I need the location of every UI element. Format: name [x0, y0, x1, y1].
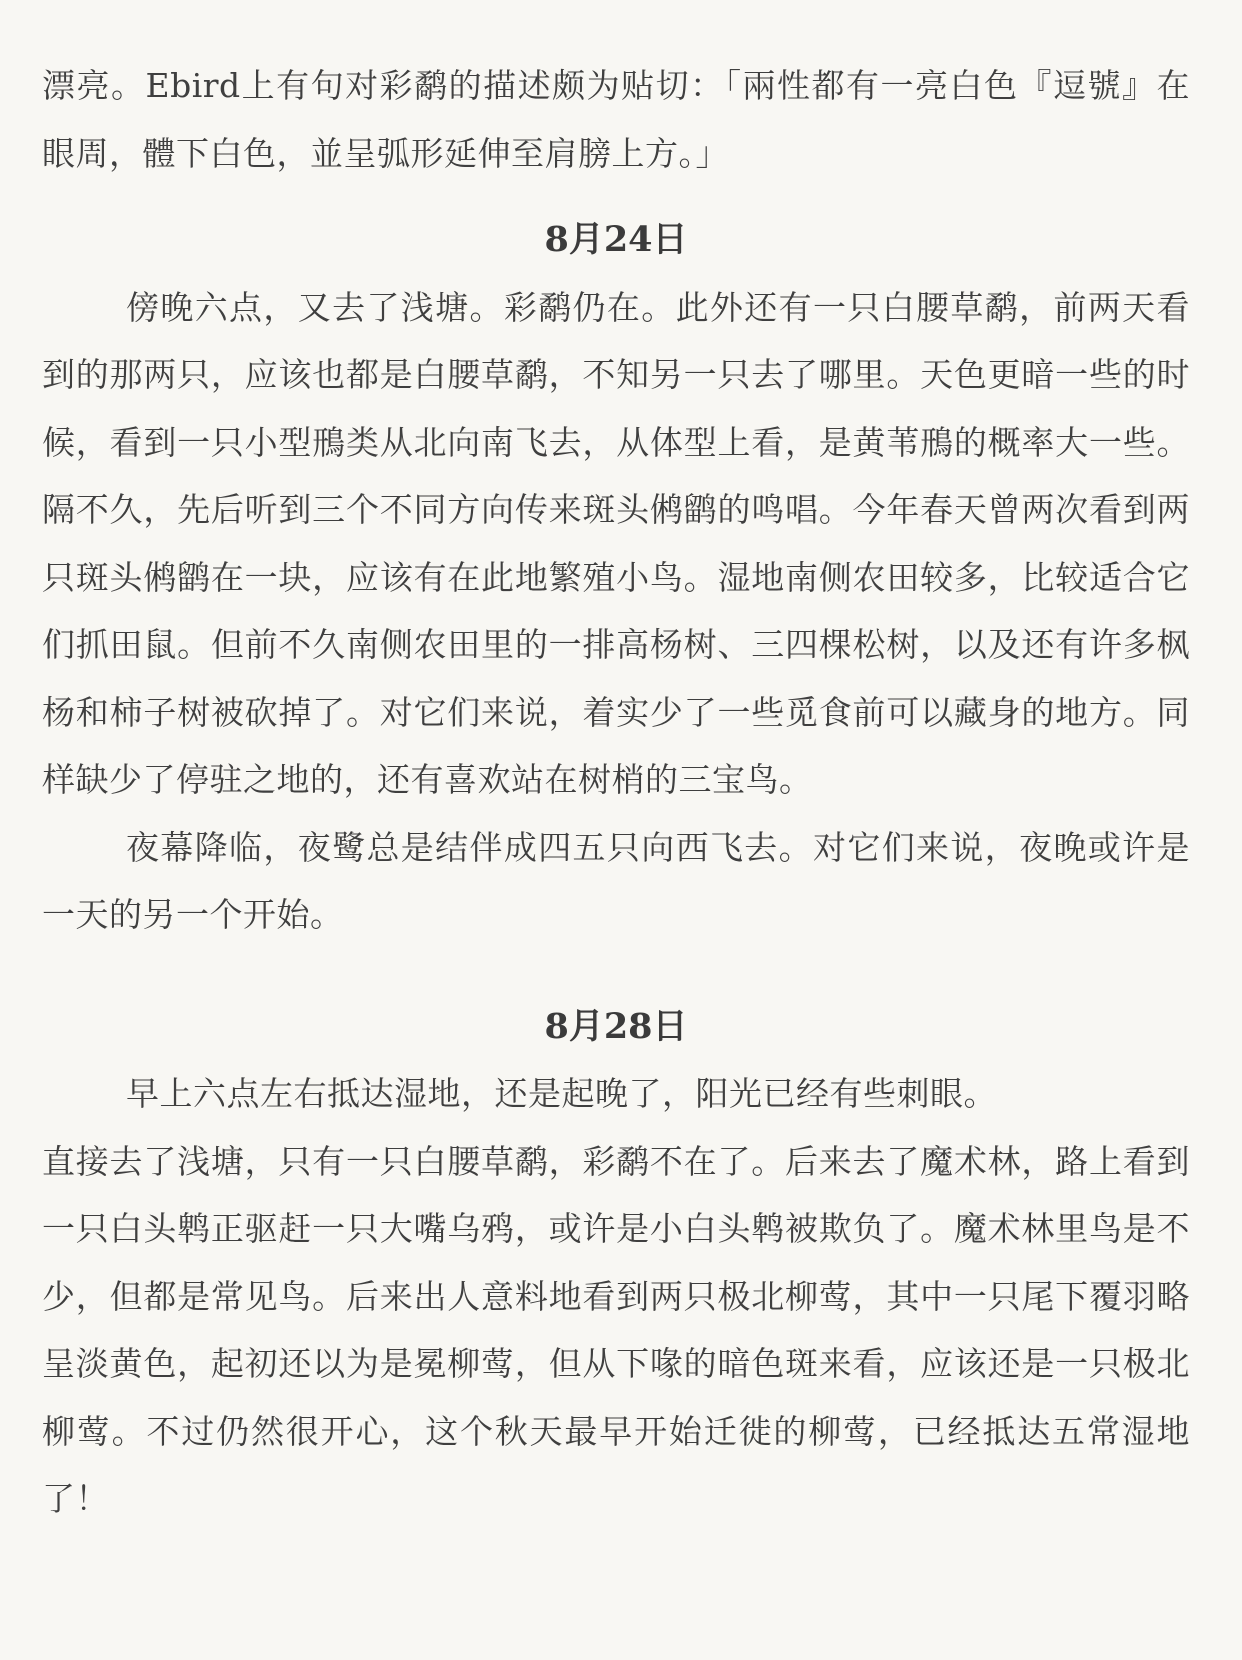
entry-paragraph: 早上六点左右抵达湿地，还是起晚了，阳光已经有些刺眼。	[126, 1074, 997, 1113]
article-body	[42, 0, 1190, 1533]
entry-paragraph: 夜幕降临，夜鹭总是结伴成四五只向西飞去。对它们来说，夜晚或许是一天的另一个开始。	[42, 827, 1190, 934]
diary-entry-aug-24	[42, 206, 1190, 949]
entry-date-heading: 8月24日	[544, 219, 688, 260]
entry-paragraph: 傍晚六点，又去了浅塘。彩鹬仍在。此外还有一只白腰草鹬，前两天看到的那两只，应该也都是白腰草鹬，不知另一只去了哪里。天色更暗一些的时候，看到一只小型鳽类从北向南飞去，从体型上看，是黄苇鳽的概率大一些。隔不久，先后听到三个不同方向传来斑头鸺鹠的鸣唱。今年春天曾两次看到两只斑头鸺鹠在一块，应该有在此地繁殖小鸟。湿地南侧农田较多，比较适合它们抓田鼠。但前不久南侧农田里的一排高杨树、三四棵松树，以及还有许多枫杨和柿子树被砍掉了。对它们来说，着实少了一些觅食前可以藏身的地方。同样缺少了停驻之地的，还有喜欢站在树梢的三宝鸟。	[42, 287, 1190, 799]
entry-date-heading: 8月28日	[544, 1005, 688, 1047]
intro-paragraph: 漂亮。Ebird上有句对彩鹬的描述颇为贴切：「兩性都有一亮白色『逗號』在眼周，體下白色，並呈弧形延伸至肩膀上方。」	[42, 66, 1190, 173]
entry-paragraph: 直接去了浅塘，只有一只白腰草鹬，彩鹬不在了。后来去了魔术林，路上看到一只白头鹎正驱赶一只大嘴乌鸦，或许是小白头鹎被欺负了。魔术林里鸟是不少，但都是常见鸟。后来出人意料地看到两只极北柳莺，其中一只尾下覆羽略呈淡黄色，起初还以为是冕柳莺，但从下喙的暗色斑来看，应该还是一只极北柳莺。不过仍然很开心，这个秋天最早开始迁徙的柳莺，已经抵达五常湿地了！	[42, 1141, 1190, 1518]
diary-entry-aug-28	[42, 993, 1190, 1533]
